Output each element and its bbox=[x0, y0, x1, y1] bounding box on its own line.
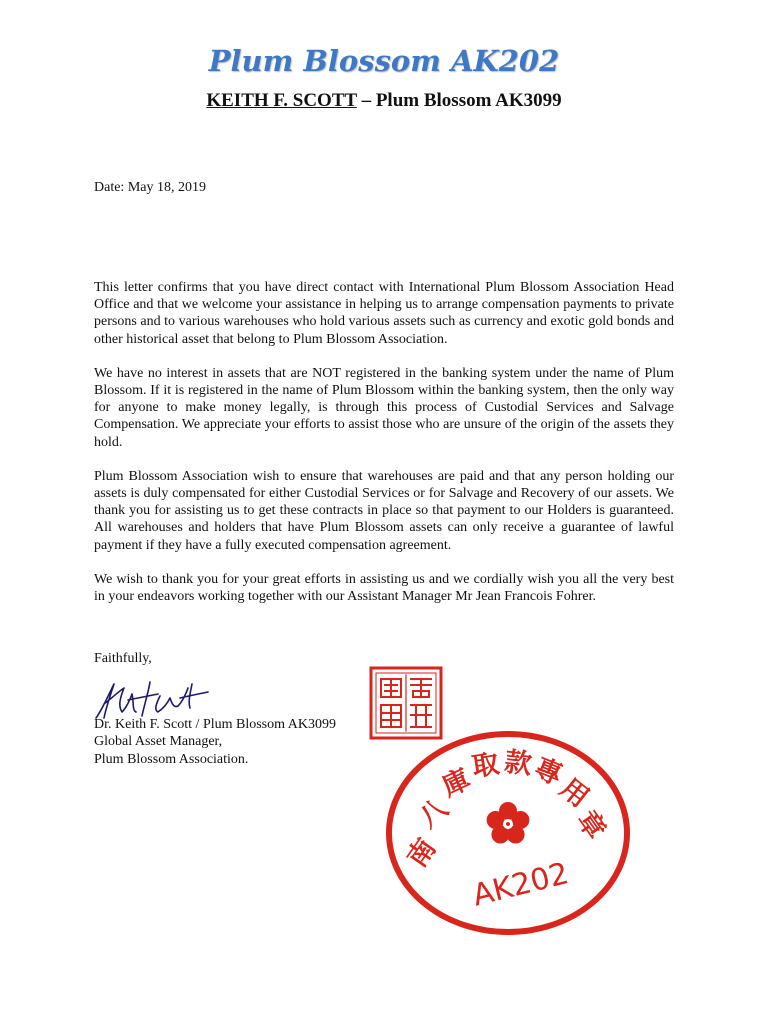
seal-char: 專 bbox=[529, 752, 567, 792]
closing-salutation: Faithfully, bbox=[94, 651, 152, 666]
seal-char: 八 bbox=[413, 792, 454, 835]
subtitle-rest: – Plum Blossom AK3099 bbox=[356, 90, 562, 111]
seal-char: 南 bbox=[401, 833, 443, 874]
letter-date: Date: May 18, 2019 bbox=[94, 180, 206, 195]
seal-char: 用 bbox=[554, 772, 595, 814]
letter-title: Plum Blossom AK202 bbox=[208, 44, 560, 78]
letter-body bbox=[94, 279, 674, 622]
seal-char: 庫 bbox=[437, 763, 476, 804]
subtitle-name: KEITH F. SCOTT bbox=[206, 90, 357, 111]
round-seal-stamp bbox=[383, 728, 633, 938]
seal-code: AK202 bbox=[469, 856, 573, 914]
signer-organization: Plum Blossom Association. bbox=[94, 751, 249, 767]
paragraph-4: We wish to thank you for your great efforts in assisting us and we cordially wish you all the very best in your endeavors working together with our Assistant Manager Mr Jean Francois Fohrer. bbox=[94, 571, 674, 605]
seal-char: 款 bbox=[502, 746, 534, 781]
plum-blossom-icon bbox=[487, 802, 530, 844]
signer-name: Dr. Keith F. Scott / Plum Blossom AK3099 bbox=[94, 717, 336, 732]
letter-subtitle bbox=[0, 90, 768, 112]
handwritten-signature bbox=[88, 674, 212, 722]
seal-char: 取 bbox=[469, 748, 502, 784]
seal-char: 章 bbox=[570, 805, 612, 846]
signer-title: Global Asset Manager, bbox=[94, 734, 223, 750]
signer-block bbox=[94, 716, 336, 768]
paragraph-1: This letter confirms that you have direct contact with International Plum Blossom Association Head Office and that we welcome your assistance in helping us to arrange compensation payments to private persons and to various warehouses who hold various assets such as currency and exotic gold bonds and other historical asset that belong to Plum Blossom Association. bbox=[94, 280, 674, 347]
paragraph-2: We have no interest in assets that are NOT registered in the banking system under the name of Plum Blossom. If it is registered in the name of Plum Blossom within the banking system, then the only way for anyone to make money legally, is through this process of Custodial Services and Salvage Compensation. We appreciate your efforts to assist those who are unsure of the origin of the assets they hold. bbox=[94, 365, 674, 450]
paragraph-3: Plum Blossom Association wish to ensure that warehouses are paid and that any person holding our assets is duly compensated for either Custodial Services or for Salvage and Recovery of our assets. We thank you for assisting us to get these contracts in place so that payment to our Holders is guaranteed. All warehouses and holders that have Plum Blossom assets can only receive a guarantee of lawful payment if they have a fully executed compensation agreement. bbox=[94, 468, 674, 553]
